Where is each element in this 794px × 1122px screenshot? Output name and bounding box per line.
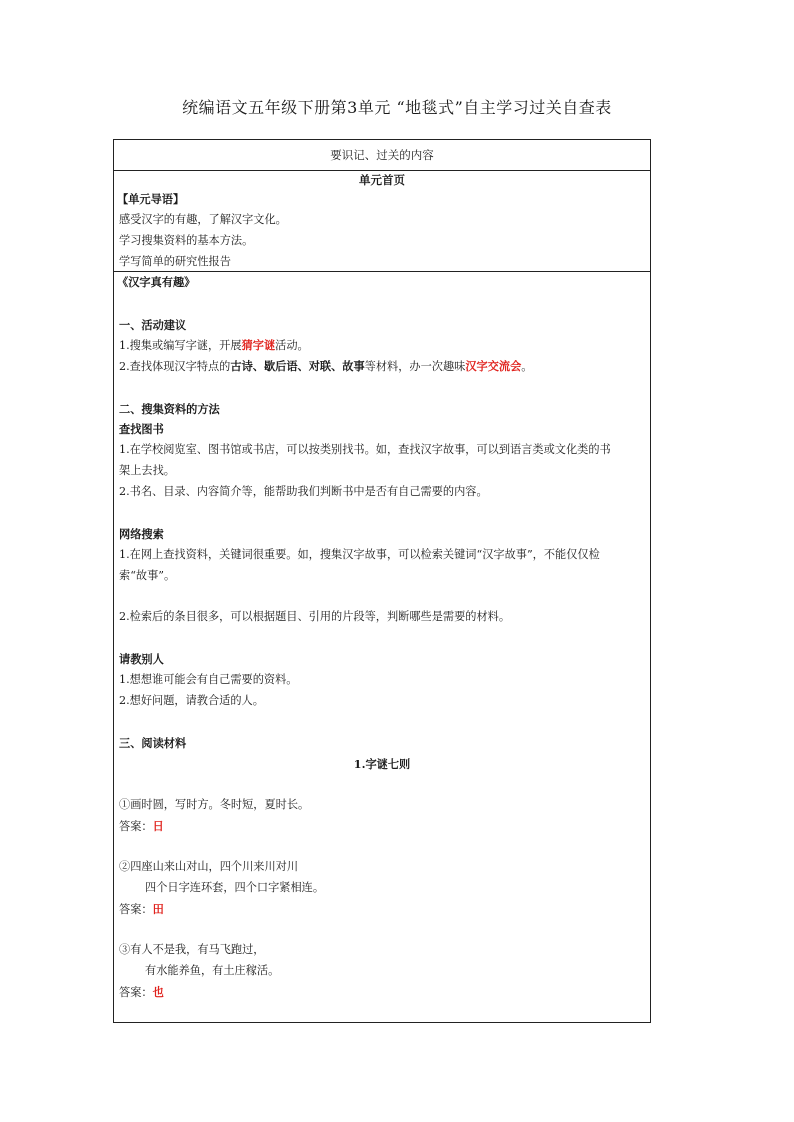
unit-home-section xyxy=(114,171,650,272)
riddle-text: ③有人不是我，有马飞跑过， xyxy=(119,943,265,956)
unit-guide-line: 学习搜集资料的基本方法。 xyxy=(119,234,254,247)
riddle-answer: 答案：也 xyxy=(119,985,164,999)
method-text: 1.在网上查找资料，关键词很重要。如，搜集汉字故事，可以检索关键词“汉字故事”，不能仅仅检 xyxy=(119,548,600,561)
unit-guide-line: 学写简单的研究性报告 xyxy=(119,255,231,268)
riddle-text: 四个日字连环套，四个口字紧相连。 xyxy=(145,881,325,894)
method-text: 2.想好问题，请教合适的人。 xyxy=(119,694,264,707)
method-text: 2.书名、目录、内容简介等，能帮助我们判断书中是否有自己需要的内容。 xyxy=(119,485,488,498)
method-text: 1.想想谁可能会有自己需要的资料。 xyxy=(119,673,298,686)
lesson-section xyxy=(114,272,650,1022)
riddle-text: ②四座山来山对山，四个川来川对川 xyxy=(119,860,299,873)
unit-home-title: 单元首页 xyxy=(359,173,405,187)
highlight-text: 汉字交流会 xyxy=(465,359,522,373)
riddle-answer: 答案：日 xyxy=(119,819,164,833)
section-heading: 二、搜集资料的方法 xyxy=(119,402,220,416)
method-text: 架上去找。 xyxy=(119,464,175,477)
unit-guide-label: 【单元导语】 xyxy=(117,192,185,206)
section-heading: 一、活动建议 xyxy=(119,318,187,332)
method-text: 索“故事”。 xyxy=(119,569,176,582)
bold-text: 古诗、歇后语、对联、故事 xyxy=(230,359,365,373)
table-header-row xyxy=(114,140,650,171)
subsection-heading: 查找图书 xyxy=(119,422,164,436)
method-text: 2.检索后的条目很多，可以根据题目、引用的片段等，判断哪些是需要的材料。 xyxy=(119,610,511,623)
riddle-text: 有水能养鱼，有土庄稼活。 xyxy=(145,964,280,977)
highlight-text: 猜字谜 xyxy=(241,338,276,352)
unit-guide-line: 感受汉字的有趣，了解汉字文化。 xyxy=(119,213,287,226)
riddle-text: ①画时圆，写时方。冬时短，夏时长。 xyxy=(119,798,310,811)
subsection-heading: 请教别人 xyxy=(119,652,164,666)
method-text: 1.在学校阅览室、图书馆或书店，可以按类别找书。如，查找汉字故事，可以到语言类或文化类的书 xyxy=(119,443,611,456)
riddle-answer: 答案：田 xyxy=(119,902,164,916)
lesson-title: 《汉字真有趣》 xyxy=(117,275,196,289)
table-header: 要识记、过关的内容 xyxy=(330,148,434,162)
section-heading: 三、阅读材料 xyxy=(119,736,187,750)
activity-item: 1.搜集或编写字谜，开展猜字谜活动。 xyxy=(119,338,309,352)
document-title: 统编语文五年级下册第3单元 “地毯式”自主学习过关自查表 xyxy=(182,98,612,117)
checklist-table xyxy=(113,139,651,1023)
reading-subtitle: 1.字谜七则 xyxy=(353,757,411,771)
activity-item: 2.查找体现汉字特点的古诗、歇后语、对联、故事等材料，办一次趣味汉字交流会。 xyxy=(119,359,533,373)
subsection-heading: 网络搜索 xyxy=(119,527,164,541)
